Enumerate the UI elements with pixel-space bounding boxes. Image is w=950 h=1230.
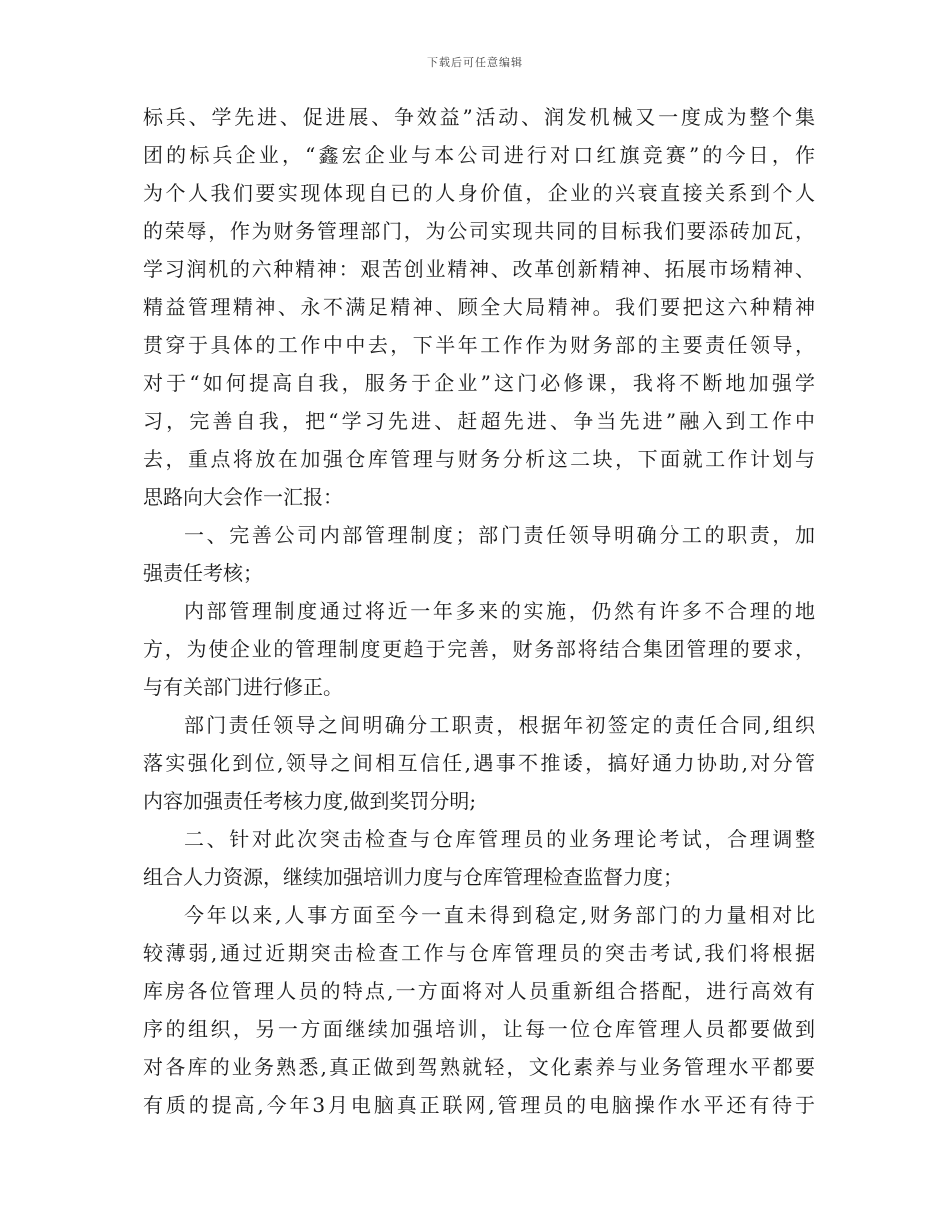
text-line: 标兵、学先进、促进展、争效益”活动、润发机械又一度成为整个集 (143, 105, 815, 129)
text-line: 学习润机的六种精神：艰苦创业精神、改革创新精神、拓展市场精神、 (143, 257, 815, 281)
section-heading-line: 组合人力资源，继续加强培训力度与仓库管理检查监督力度； (143, 865, 683, 889)
text-line: 内容加强责任考核力度,做到奖罚分明; (143, 789, 477, 813)
text-line: 落实强化到位,领导之间相互信任,遇事不推诿，搞好通力协助,对分管 (143, 751, 815, 775)
text-line: 今年以来,人事方面至今一直未得到稳定,财务部门的力量相对比 (184, 903, 815, 927)
text-line: 对各库的业务熟悉,真正做到驾熟就轻，文化素养与业务管理水平都要 (143, 1055, 815, 1079)
text-line: 有质的提高,今年3月电脑真正联网,管理员的电脑操作水平还有待于 (143, 1093, 815, 1117)
text-line: 方，为使企业的管理制度更趋于完善，财务部将结合集团管理的要求， (143, 637, 815, 661)
section-heading-line: 强责任考核； (143, 561, 263, 585)
text-line: 内部管理制度通过将近一年多来的实施，仍然有许多不合理的地 (184, 599, 815, 623)
text-line: 思路向大会作一汇报： (143, 485, 343, 509)
text-line: 部门责任领导之间明确分工职责，根据年初签定的责任合同,组织 (184, 713, 815, 737)
text-line: 与有关部门进行修正。 (143, 675, 343, 699)
text-line: 习，完善自我，把“学习先进、赶超先进、争当先进”融入到工作中 (143, 409, 815, 433)
text-line: 的荣辱，作为财务管理部门，为公司实现共同的目标我们要添砖加瓦， (143, 219, 815, 243)
document-body (143, 98, 815, 1124)
text-line: 对于“如何提高自我，服务于企业”这门必修课，我将不断地加强学 (143, 371, 815, 395)
text-line: 库房各位管理人员的特点,一方面将对人员重新组合搭配，进行高效有 (143, 979, 815, 1003)
page-header: 下载后可任意编辑 (427, 56, 523, 69)
text-line: 团的标兵企业，“鑫宏企业与本公司进行对口红旗竞赛”的今日，作 (143, 143, 815, 167)
text-line: 序的组织，另一方面继续加强培训，让每一位仓库管理人员都要做到 (143, 1017, 815, 1041)
section-heading-line: 一、完善公司内部管理制度；部门责任领导明确分工的职责，加 (184, 523, 815, 547)
section-heading-line: 二、针对此次突击检查与仓库管理员的业务理论考试，合理调整 (184, 827, 815, 851)
text-line: 去，重点将放在加强仓库管理与财务分析这二块，下面就工作计划与 (143, 447, 815, 471)
text-line: 较薄弱,通过近期突击检查工作与仓库管理员的突击考试,我们将根据 (143, 941, 815, 965)
text-line: 精益管理精神、永不满足精神、顾全大局精神。我们要把这六种精神 (143, 295, 815, 319)
text-line: 为个人我们要实现体现自已的人身价值，企业的兴衰直接关系到个人 (143, 181, 815, 205)
text-line: 贯穿于具体的工作中中去，下半年工作作为财务部的主要责任领导， (143, 333, 815, 357)
